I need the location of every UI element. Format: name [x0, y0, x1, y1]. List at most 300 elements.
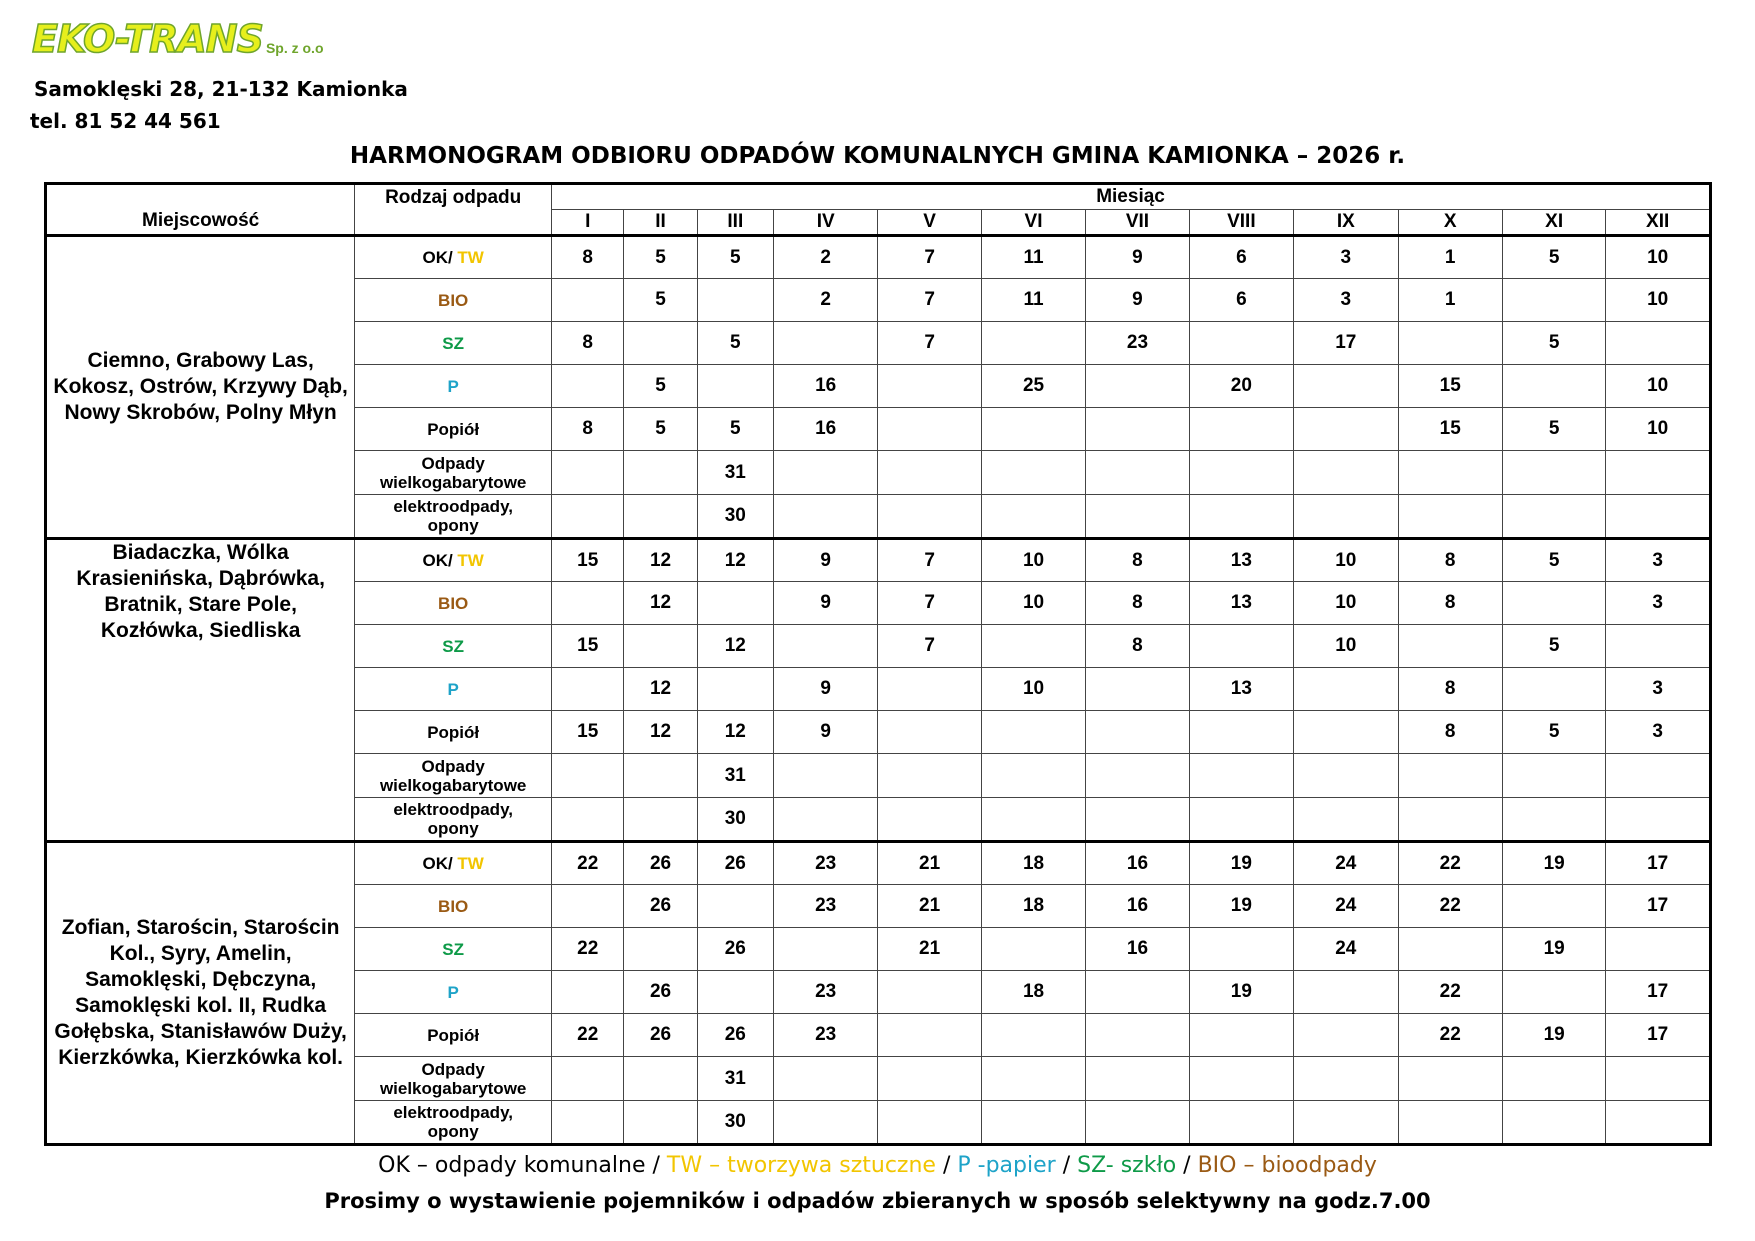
- pickup-day-cell: [1294, 711, 1398, 754]
- pickup-day-cell: [1398, 625, 1502, 668]
- pickup-day-cell: [878, 668, 981, 711]
- pickup-day-cell: [1502, 971, 1605, 1014]
- pickup-day-cell: 5: [1502, 711, 1605, 754]
- pickup-day-cell: [1294, 798, 1398, 842]
- pickup-day-cell: 30: [697, 495, 773, 539]
- legend-p: P -papier: [957, 1153, 1056, 1178]
- pickup-day-cell: 17: [1606, 885, 1711, 928]
- pickup-day-cell: 17: [1606, 971, 1711, 1014]
- pickup-day-cell: [981, 711, 1085, 754]
- pickup-day-cell: 19: [1189, 971, 1293, 1014]
- pickup-day-cell: 8: [552, 408, 624, 451]
- pickup-day-cell: [773, 625, 877, 668]
- pickup-day-cell: [1294, 1101, 1398, 1145]
- pickup-day-cell: 19: [1502, 928, 1605, 971]
- pickup-day-cell: [1398, 1057, 1502, 1101]
- pickup-day-cell: 18: [981, 842, 1085, 885]
- pickup-day-cell: [1606, 754, 1711, 798]
- pickup-day-cell: [1086, 495, 1189, 539]
- pickup-day-cell: [981, 625, 1085, 668]
- pickup-day-cell: [552, 582, 624, 625]
- pickup-day-cell: 3: [1294, 279, 1398, 322]
- pickup-day-cell: [878, 798, 981, 842]
- pickup-day-cell: [1502, 754, 1605, 798]
- pickup-day-cell: [1189, 928, 1293, 971]
- pickup-day-cell: [1086, 711, 1189, 754]
- pickup-day-cell: [552, 798, 624, 842]
- waste-type-cell: [355, 754, 552, 798]
- pickup-day-cell: 10: [1606, 408, 1711, 451]
- pickup-day-cell: 26: [624, 885, 697, 928]
- waste-type-tw: TW: [457, 551, 484, 570]
- pickup-day-cell: 3: [1606, 539, 1711, 582]
- pickup-day-cell: 17: [1294, 322, 1398, 365]
- legend-ok: OK – odpady komunalne /: [378, 1153, 660, 1178]
- pickup-day-cell: [1294, 971, 1398, 1014]
- waste-type-bio: BIO: [438, 593, 469, 613]
- pickup-day-cell: 31: [697, 754, 773, 798]
- pickup-day-cell: 12: [624, 711, 697, 754]
- company-phone: tel. 81 52 44 561: [30, 109, 221, 133]
- pickup-day-cell: [981, 451, 1085, 495]
- pickup-day-cell: 9: [773, 668, 877, 711]
- month-header-cell: VIII: [1189, 210, 1293, 236]
- pickup-day-cell: [878, 711, 981, 754]
- pickup-day-cell: 9: [1086, 279, 1189, 322]
- pickup-day-cell: 23: [773, 885, 877, 928]
- waste-type-sz: SZ: [442, 333, 465, 353]
- pickup-day-cell: 18: [981, 971, 1085, 1014]
- waste-type-cell: [355, 495, 552, 539]
- pickup-day-cell: [624, 798, 697, 842]
- pickup-day-cell: 17: [1606, 1014, 1711, 1057]
- legend-bio: BIO – bioodpady: [1197, 1153, 1377, 1178]
- legend: [0, 1153, 1755, 1178]
- table-row: [46, 842, 1711, 885]
- table-row: [46, 539, 1711, 582]
- pickup-day-cell: [1189, 1014, 1293, 1057]
- pickup-day-cell: [981, 1014, 1085, 1057]
- pickup-day-cell: [878, 971, 981, 1014]
- pickup-day-cell: 15: [552, 625, 624, 668]
- pickup-day-cell: 5: [697, 408, 773, 451]
- pickup-day-cell: 19: [1189, 885, 1293, 928]
- pickup-day-cell: 16: [773, 365, 877, 408]
- waste-type-cell: [355, 711, 552, 754]
- pickup-day-cell: 15: [1398, 365, 1502, 408]
- pickup-day-cell: 10: [981, 668, 1085, 711]
- pickup-day-cell: 31: [697, 451, 773, 495]
- pickup-day-cell: 22: [1398, 842, 1502, 885]
- pickup-day-cell: [981, 1057, 1085, 1101]
- pickup-day-cell: 1: [1398, 279, 1502, 322]
- pickup-day-cell: 13: [1189, 539, 1293, 582]
- waste-type-popiol: Popiół: [427, 1025, 480, 1045]
- pickup-day-cell: 22: [1398, 885, 1502, 928]
- pickup-day-cell: [1189, 625, 1293, 668]
- pickup-day-cell: 18: [981, 885, 1085, 928]
- pickup-day-cell: [1398, 928, 1502, 971]
- pickup-day-cell: 16: [1086, 842, 1189, 885]
- pickup-day-cell: 8: [552, 236, 624, 279]
- pickup-day-cell: 31: [697, 1057, 773, 1101]
- pickup-day-cell: 22: [552, 842, 624, 885]
- pickup-day-cell: 7: [878, 625, 981, 668]
- pickup-day-cell: 5: [624, 236, 697, 279]
- pickup-day-cell: 15: [1398, 408, 1502, 451]
- waste-type-cell: [355, 1014, 552, 1057]
- pickup-day-cell: 19: [1502, 1014, 1605, 1057]
- pickup-day-cell: 8: [1398, 582, 1502, 625]
- month-header-cell: I: [552, 210, 624, 236]
- waste-type-bulky-line2: wielkogabarytowe: [379, 1078, 527, 1098]
- waste-type-cell: [355, 451, 552, 495]
- pickup-day-cell: [773, 322, 877, 365]
- pickup-day-cell: 22: [1398, 1014, 1502, 1057]
- location-cell: Biadaczka, Wólka Krasienińska, Dąbrówka, Bratnik, Stare Pole, Kozłówka, Siedliska: [46, 539, 355, 842]
- month-header-cell: XI: [1502, 210, 1605, 236]
- pickup-day-cell: [1398, 495, 1502, 539]
- pickup-day-cell: 21: [878, 928, 981, 971]
- location-cell: Zofian, Starościn, Starościn Kol., Syry, Amelin, Samoklęski, Dębczyna, Samoklęski kol. II, Rudka Gołębska, Stanisławów Duży, Kierzkówka, Kierzkówka kol.: [46, 842, 355, 1145]
- pickup-day-cell: [1294, 1014, 1398, 1057]
- pickup-day-cell: 26: [697, 928, 773, 971]
- pickup-day-cell: [1189, 322, 1293, 365]
- waste-type-cell: [355, 842, 552, 885]
- header-row-top: [46, 184, 1711, 210]
- location-cell: Ciemno, Grabowy Las, Kokosz, Ostrów, Krzywy Dąb, Nowy Skrobów, Polny Młyn: [46, 236, 355, 539]
- pickup-day-cell: [1086, 668, 1189, 711]
- pickup-day-cell: [981, 798, 1085, 842]
- month-header-cell: XII: [1606, 210, 1711, 236]
- pickup-day-cell: [552, 279, 624, 322]
- pickup-day-cell: 10: [981, 539, 1085, 582]
- pickup-day-cell: [773, 798, 877, 842]
- pickup-day-cell: 12: [624, 582, 697, 625]
- pickup-day-cell: 26: [697, 842, 773, 885]
- pickup-day-cell: [1086, 1014, 1189, 1057]
- pickup-day-cell: 13: [1189, 582, 1293, 625]
- page-title: HARMONOGRAM ODBIORU ODPADÓW KOMUNALNYCH GMINA KAMIONKA – 2026 r.: [349, 143, 1406, 169]
- pickup-day-cell: 10: [1606, 279, 1711, 322]
- waste-type-bulky-line1: Odpady: [421, 1059, 485, 1079]
- pickup-day-cell: [1502, 495, 1605, 539]
- pickup-day-cell: [624, 322, 697, 365]
- waste-type-tw: TW: [457, 854, 484, 873]
- schedule-body: [46, 236, 1711, 1145]
- pickup-day-cell: 6: [1189, 279, 1293, 322]
- pickup-day-cell: 9: [1086, 236, 1189, 279]
- pickup-day-cell: 26: [624, 1014, 697, 1057]
- waste-type-cell: [355, 885, 552, 928]
- pickup-day-cell: 7: [878, 279, 981, 322]
- pickup-day-cell: [1189, 711, 1293, 754]
- pickup-day-cell: 12: [624, 539, 697, 582]
- pickup-day-cell: [878, 408, 981, 451]
- pickup-day-cell: [1606, 322, 1711, 365]
- pickup-day-cell: [624, 1057, 697, 1101]
- pickup-day-cell: 3: [1606, 711, 1711, 754]
- pickup-day-cell: 1: [1398, 236, 1502, 279]
- pickup-day-cell: 6: [1189, 236, 1293, 279]
- pickup-day-cell: [1086, 1101, 1189, 1145]
- waste-type-electro-line2: opony: [427, 516, 479, 535]
- pickup-day-cell: [697, 582, 773, 625]
- pickup-day-cell: 5: [1502, 236, 1605, 279]
- pickup-day-cell: [1086, 798, 1189, 842]
- pickup-day-cell: [624, 928, 697, 971]
- waste-type-cell: [355, 668, 552, 711]
- pickup-day-cell: [1606, 1101, 1711, 1145]
- pickup-day-cell: 15: [552, 711, 624, 754]
- waste-type-cell: [355, 582, 552, 625]
- waste-type-cell: [355, 971, 552, 1014]
- pickup-day-cell: 8: [552, 322, 624, 365]
- pickup-day-cell: [773, 451, 877, 495]
- pickup-day-cell: 20: [1189, 365, 1293, 408]
- pickup-day-cell: [1502, 885, 1605, 928]
- pickup-day-cell: 8: [1398, 539, 1502, 582]
- waste-type-bio: BIO: [438, 290, 469, 310]
- pickup-day-cell: [878, 1101, 981, 1145]
- pickup-day-cell: 21: [878, 842, 981, 885]
- pickup-day-cell: [773, 1101, 877, 1145]
- pickup-day-cell: 7: [878, 582, 981, 625]
- waste-type-p: P: [447, 982, 459, 1002]
- pickup-day-cell: 5: [624, 408, 697, 451]
- pickup-day-cell: [697, 279, 773, 322]
- pickup-day-cell: 23: [773, 971, 877, 1014]
- pickup-day-cell: [552, 971, 624, 1014]
- pickup-day-cell: [878, 495, 981, 539]
- logo-subtext: Sp. z o.o: [265, 40, 324, 56]
- pickup-day-cell: 5: [697, 322, 773, 365]
- pickup-day-cell: [773, 928, 877, 971]
- pickup-day-cell: 19: [1502, 842, 1605, 885]
- waste-type-cell: [355, 365, 552, 408]
- pickup-day-cell: 9: [773, 539, 877, 582]
- waste-type-cell: [355, 322, 552, 365]
- waste-type-popiol: Popiół: [427, 419, 480, 439]
- pickup-day-cell: [1294, 668, 1398, 711]
- pickup-day-cell: 10: [1294, 539, 1398, 582]
- pickup-day-cell: [981, 1101, 1085, 1145]
- pickup-day-cell: [624, 754, 697, 798]
- waste-type-ok: OK/: [422, 551, 458, 570]
- pickup-day-cell: [1086, 971, 1189, 1014]
- pickup-day-cell: 5: [1502, 539, 1605, 582]
- pickup-day-cell: [773, 495, 877, 539]
- pickup-day-cell: 22: [1398, 971, 1502, 1014]
- pickup-day-cell: [878, 1014, 981, 1057]
- pickup-day-cell: [1606, 928, 1711, 971]
- pickup-day-cell: 30: [697, 1101, 773, 1145]
- pickup-day-cell: 2: [773, 279, 877, 322]
- pickup-day-cell: [1398, 322, 1502, 365]
- pickup-day-cell: 26: [624, 971, 697, 1014]
- waste-type-header: Rodzaj odpadu: [355, 184, 552, 236]
- pickup-day-cell: 19: [1189, 842, 1293, 885]
- pickup-day-cell: [1502, 582, 1605, 625]
- pickup-day-cell: [624, 1101, 697, 1145]
- pickup-day-cell: 3: [1294, 236, 1398, 279]
- pickup-day-cell: [1502, 279, 1605, 322]
- pickup-day-cell: [1189, 754, 1293, 798]
- pickup-day-cell: 2: [773, 236, 877, 279]
- legend-tw: TW – tworzywa sztuczne: [666, 1153, 936, 1178]
- pickup-day-cell: [552, 365, 624, 408]
- legend-separator: /: [942, 1153, 951, 1178]
- pickup-day-cell: 10: [1606, 236, 1711, 279]
- pickup-day-cell: [552, 451, 624, 495]
- pickup-day-cell: [1398, 451, 1502, 495]
- pickup-day-cell: [1294, 1057, 1398, 1101]
- pickup-day-cell: 24: [1294, 885, 1398, 928]
- pickup-day-cell: 25: [981, 365, 1085, 408]
- waste-type-cell: [355, 279, 552, 322]
- pickup-day-cell: [552, 495, 624, 539]
- pickup-day-cell: 12: [624, 668, 697, 711]
- table-row: [46, 236, 1711, 279]
- pickup-day-cell: [624, 625, 697, 668]
- waste-type-cell: [355, 236, 552, 279]
- pickup-day-cell: [1502, 1057, 1605, 1101]
- pickup-day-cell: [1294, 495, 1398, 539]
- company-address: Samoklęski 28, 21-132 Kamionka: [34, 77, 408, 101]
- pickup-day-cell: [552, 1057, 624, 1101]
- pickup-day-cell: 9: [773, 582, 877, 625]
- collection-notice: Prosimy o wystawienie pojemników i odpadów zbieranych w sposób selektywny na godz.7.00: [324, 1189, 1431, 1213]
- month-header-cell: VI: [981, 210, 1085, 236]
- waste-type-cell: [355, 1101, 552, 1145]
- pickup-day-cell: [981, 928, 1085, 971]
- pickup-day-cell: 5: [1502, 322, 1605, 365]
- pickup-day-cell: 30: [697, 798, 773, 842]
- pickup-day-cell: 3: [1606, 668, 1711, 711]
- pickup-day-cell: 5: [1502, 625, 1605, 668]
- pickup-day-cell: 8: [1086, 582, 1189, 625]
- pickup-day-cell: [1189, 798, 1293, 842]
- pickup-day-cell: [981, 408, 1085, 451]
- pickup-day-cell: [981, 754, 1085, 798]
- pickup-day-cell: [624, 451, 697, 495]
- pickup-day-cell: 7: [878, 236, 981, 279]
- waste-type-sz: SZ: [442, 636, 465, 656]
- pickup-day-cell: [1398, 1101, 1502, 1145]
- pickup-day-cell: [1294, 451, 1398, 495]
- month-header: Miesiąc: [552, 184, 1711, 210]
- waste-type-tw: TW: [457, 248, 484, 267]
- pickup-day-cell: [1086, 451, 1189, 495]
- waste-type-p: P: [447, 679, 459, 699]
- waste-type-cell: [355, 798, 552, 842]
- pickup-day-cell: [878, 365, 981, 408]
- waste-type-p: P: [447, 376, 459, 396]
- waste-type-cell: [355, 625, 552, 668]
- pickup-day-cell: 10: [981, 582, 1085, 625]
- legend-sz: SZ- szkło: [1077, 1153, 1177, 1178]
- pickup-day-cell: 23: [1086, 322, 1189, 365]
- month-header-cell: IV: [773, 210, 877, 236]
- pickup-day-cell: [697, 971, 773, 1014]
- pickup-day-cell: 16: [1086, 928, 1189, 971]
- pickup-day-cell: [1606, 625, 1711, 668]
- pickup-day-cell: [552, 1101, 624, 1145]
- pickup-day-cell: [697, 885, 773, 928]
- pickup-day-cell: 23: [773, 842, 877, 885]
- pickup-day-cell: 23: [773, 1014, 877, 1057]
- month-header-cell: V: [878, 210, 981, 236]
- pickup-day-cell: 8: [1398, 668, 1502, 711]
- legend-separator: /: [1062, 1153, 1071, 1178]
- pickup-day-cell: [697, 365, 773, 408]
- pickup-day-cell: 21: [878, 885, 981, 928]
- pickup-day-cell: [552, 668, 624, 711]
- month-header-cell: III: [697, 210, 773, 236]
- pickup-day-cell: [1086, 408, 1189, 451]
- pickup-day-cell: [1398, 798, 1502, 842]
- pickup-day-cell: [773, 1057, 877, 1101]
- pickup-day-cell: [1189, 451, 1293, 495]
- pickup-day-cell: 5: [624, 279, 697, 322]
- pickup-day-cell: 22: [552, 1014, 624, 1057]
- pickup-day-cell: 11: [981, 236, 1085, 279]
- pickup-day-cell: [1398, 754, 1502, 798]
- pickup-day-cell: 7: [878, 539, 981, 582]
- pickup-day-cell: 10: [1606, 365, 1711, 408]
- waste-type-electro-line1: elektroodpady,: [393, 1103, 513, 1122]
- pickup-day-cell: [1502, 668, 1605, 711]
- month-header-cell: VII: [1086, 210, 1189, 236]
- month-header-cell: II: [624, 210, 697, 236]
- waste-type-electro-line1: elektroodpady,: [393, 497, 513, 516]
- waste-type-bulky-line2: wielkogabarytowe: [379, 775, 527, 795]
- legend-separator: /: [1183, 1153, 1191, 1178]
- pickup-day-cell: 8: [1086, 539, 1189, 582]
- pickup-day-cell: [878, 451, 981, 495]
- waste-type-bulky-line1: Odpady: [421, 756, 485, 776]
- pickup-day-cell: 12: [697, 539, 773, 582]
- location-header: Miejscowość: [46, 184, 355, 236]
- pickup-day-cell: 26: [697, 1014, 773, 1057]
- pickup-day-cell: 24: [1294, 928, 1398, 971]
- pickup-day-cell: [981, 322, 1085, 365]
- pickup-day-cell: 5: [1502, 408, 1605, 451]
- waste-type-electro-line2: opony: [427, 819, 479, 838]
- pickup-day-cell: [1086, 1057, 1189, 1101]
- waste-type-cell: [355, 928, 552, 971]
- waste-type-electro-line2: opony: [427, 1122, 479, 1141]
- pickup-day-cell: [1294, 408, 1398, 451]
- pickup-day-cell: [1086, 754, 1189, 798]
- pickup-day-cell: 9: [773, 711, 877, 754]
- pickup-day-cell: 12: [697, 625, 773, 668]
- pickup-day-cell: [773, 754, 877, 798]
- pickup-day-cell: 17: [1606, 842, 1711, 885]
- pickup-day-cell: [1502, 798, 1605, 842]
- pickup-day-cell: 13: [1189, 668, 1293, 711]
- waste-type-bulky-line2: wielkogabarytowe: [379, 472, 527, 492]
- pickup-day-cell: [552, 754, 624, 798]
- schedule-table: [44, 182, 1712, 1146]
- pickup-day-cell: 16: [773, 408, 877, 451]
- pickup-day-cell: [1502, 1101, 1605, 1145]
- pickup-day-cell: 15: [552, 539, 624, 582]
- pickup-day-cell: 26: [624, 842, 697, 885]
- logo-text: EKO-TRANS: [32, 17, 263, 61]
- company-logo: [32, 17, 324, 61]
- pickup-day-cell: [697, 668, 773, 711]
